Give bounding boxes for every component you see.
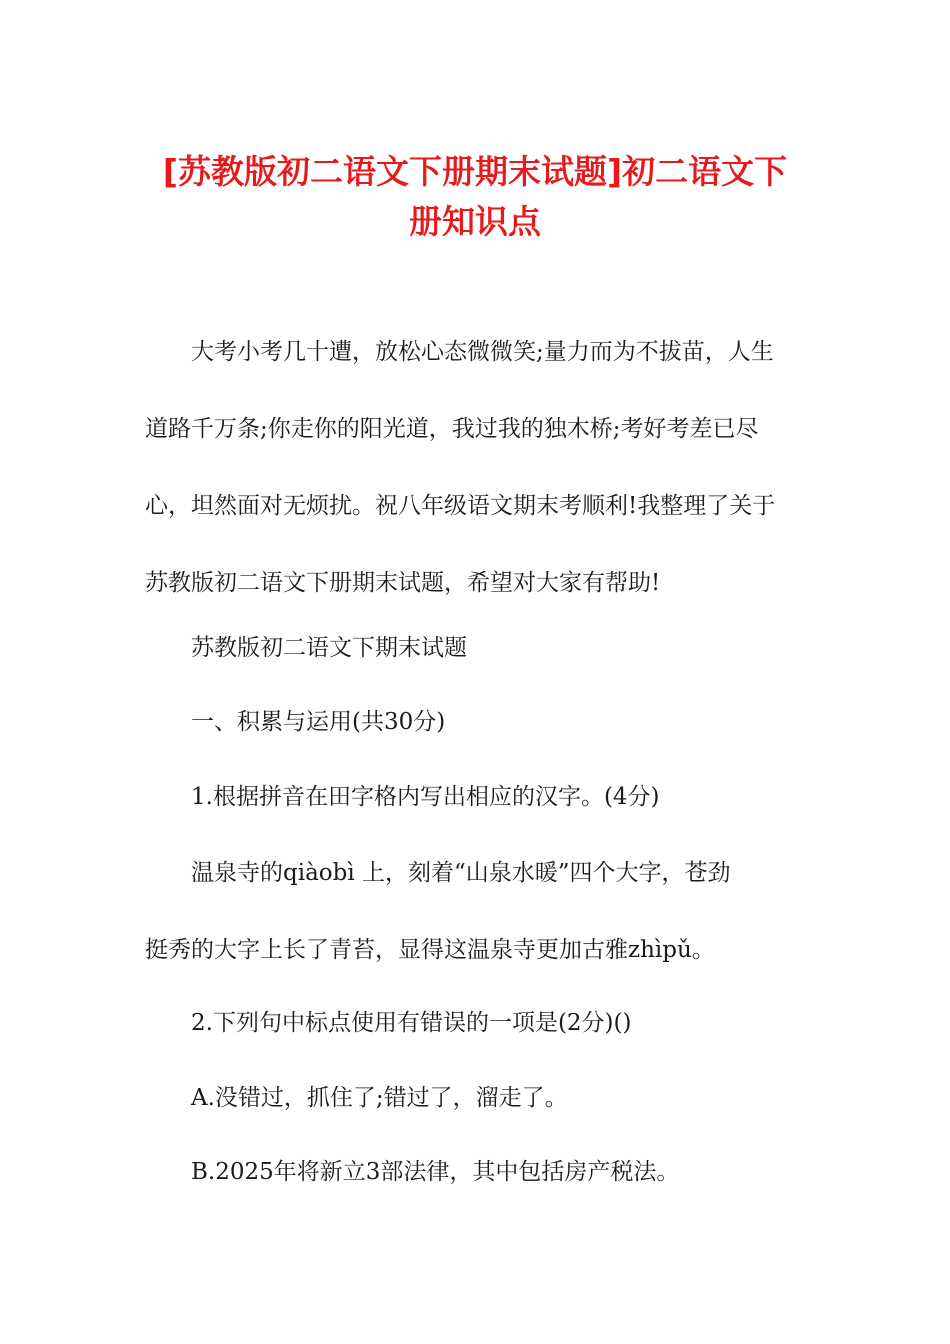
intro-line-1: 大考小考几十遭，放松心态微微笑;量力而为不拔苗，人生 — [191, 339, 774, 365]
title-line-1: [苏教版初二语文下册期末试题]初二语文下 — [162, 152, 788, 191]
q1-text-line-2: 挺秀的大字上长了青苔，显得这温泉寺更加古雅zhìpǔ。 — [145, 937, 715, 963]
title-line-2: 册知识点 — [409, 202, 541, 241]
question-2-stem: 2.下列句中标点使用有错误的一项是(2分)() — [191, 1010, 632, 1036]
exam-title: 苏教版初二语文下期末试题 — [191, 635, 467, 661]
section-heading: 一、积累与运用(共30分) — [191, 709, 446, 735]
question-2-option-b: B.2025年将新立3部法律，其中包括房产税法。 — [191, 1159, 680, 1185]
intro-paragraph — [145, 314, 805, 622]
question-2-option-a: A.没错过，抓住了;错过了，溜走了。 — [191, 1085, 568, 1111]
intro-line-4: 苏教版初二语文下册期末试题，希望对大家有帮助! — [145, 570, 661, 596]
intro-line-3: 心，坦然面对无烦扰。祝八年级语文期末考顺利!我整理了关于 — [145, 493, 776, 519]
question-1-stem: 1.根据拼音在田字格内写出相应的汉字。(4分) — [191, 784, 660, 810]
intro-line-2: 道路千万条;你走你的阳光道，我过我的独木桥;考好考差已尽 — [145, 416, 759, 442]
q1-text-line-1: 温泉寺的qiàobì 上，刻着“山泉水暖”四个大字，苍劲 — [191, 860, 731, 886]
question-1-text — [145, 835, 805, 989]
document-title — [130, 147, 820, 247]
